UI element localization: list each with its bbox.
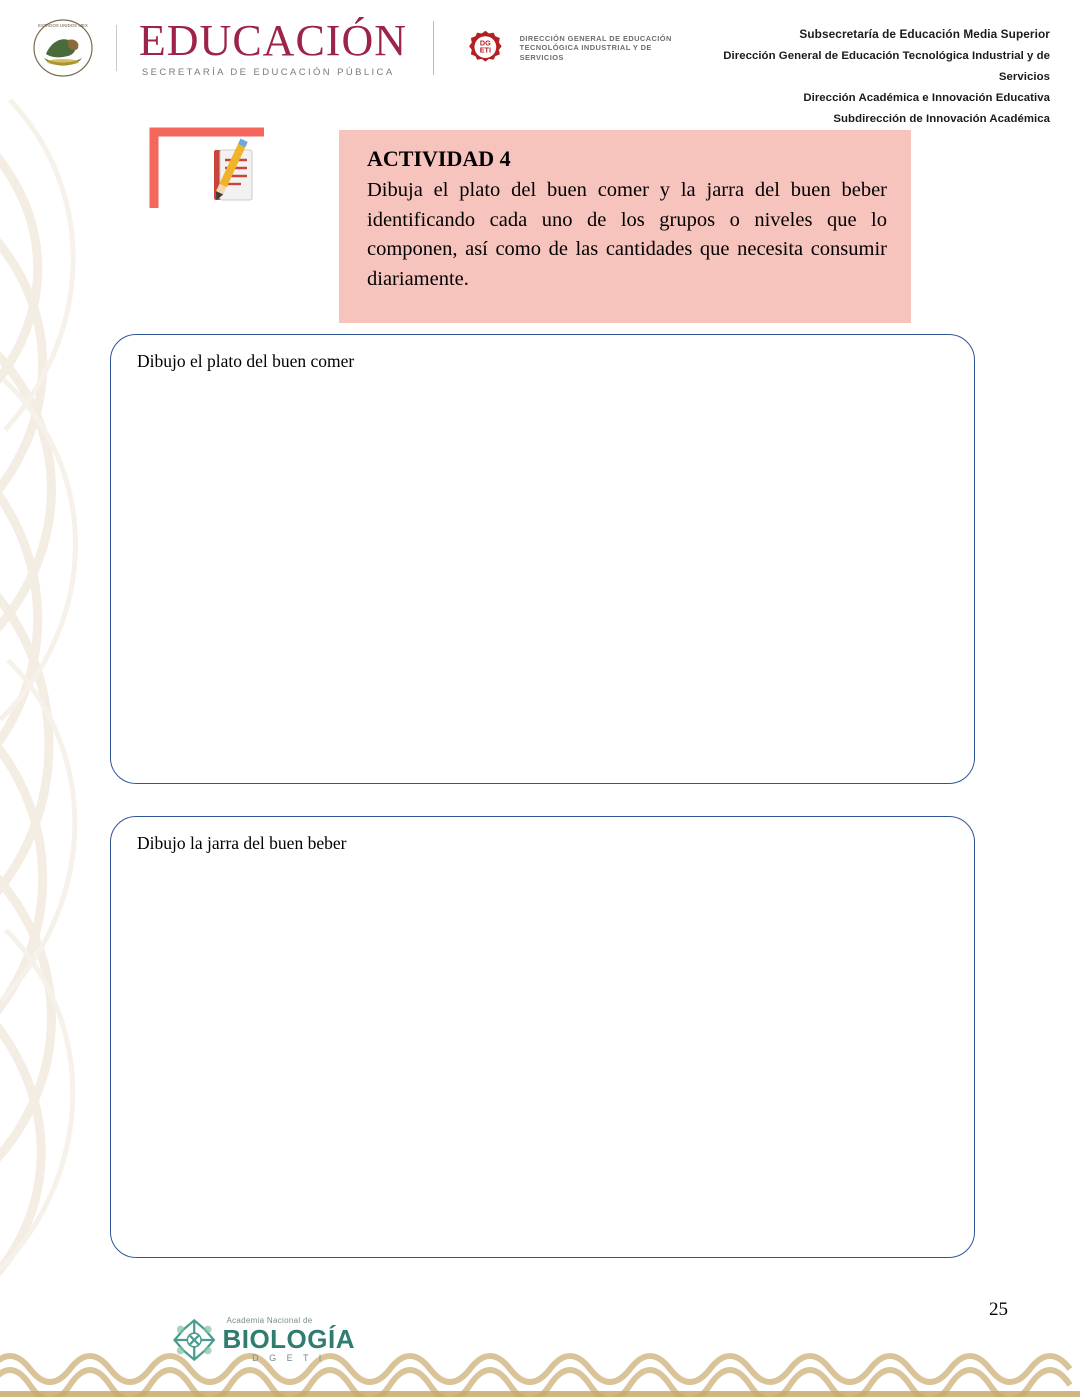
biologia-dgeti-logo <box>170 1305 355 1375</box>
header-line-2: Dirección General de Educación Tecnológica Industrial y de Servicios <box>723 49 1050 83</box>
header-line-1: Subsecretaría de Educación Media Superior <box>799 27 1050 41</box>
activity-instruction-box <box>339 130 911 323</box>
dgeti-line-1: DIRECCIÓN GENERAL DE EDUCACIÓN <box>519 34 672 44</box>
logo-divider-2 <box>433 21 434 75</box>
biologia-title: BIOLOGÍA <box>222 1324 355 1354</box>
svg-text:ESTADOS UNIDOS MEX: ESTADOS UNIDOS MEX <box>38 23 88 28</box>
answer-box-1-label: Dibujo el plato del buen comer <box>137 351 355 371</box>
footer-decoration <box>0 1331 1080 1397</box>
left-margin-decoration <box>0 0 120 1397</box>
svg-text:ETI: ETI <box>479 45 491 55</box>
activity-instructions: Dibuja el plato del buen comer y la jarra del buen beber identificando cada uno de los grupos o niveles que lo componen, así como de las cantidades que necesita consumir diariamente. <box>367 179 887 291</box>
educacion-wordmark <box>138 15 408 78</box>
biologia-wordmark <box>222 1317 355 1363</box>
answer-box-2-label: Dibujo la jarra del buen beber <box>137 833 347 853</box>
mexican-coat-of-arms-icon <box>32 18 94 78</box>
dgeti-gear-icon <box>460 25 511 71</box>
biologia-flower-icon <box>170 1308 218 1372</box>
dgeti-line-2: TECNOLÓGICA INDUSTRIAL Y DE SERVICIOS <box>519 43 652 62</box>
activity-icon <box>146 122 296 232</box>
header-line-4: Subdirección de Innovación Académica <box>833 113 1050 126</box>
svg-text:DG: DG <box>479 38 491 48</box>
biologia-academia-label: Academia Nacional de <box>226 1316 313 1325</box>
answer-box-jarra-del-buen-beber[interactable] <box>110 816 975 1258</box>
header-line-3: Dirección Académica e Innovación Educativa <box>803 92 1050 104</box>
dgeti-wordmark <box>520 34 682 62</box>
educacion-title: EDUCACIÓN <box>138 15 408 65</box>
educacion-subtitle: SECRETARÍA DE EDUCACIÓN PÚBLICA <box>141 66 395 78</box>
header-logos <box>22 15 682 78</box>
activity-title: ACTIVIDAD 4 <box>367 146 511 171</box>
dgeti-logo-block <box>460 25 682 71</box>
answer-box-plato-del-buen-comer[interactable] <box>110 334 975 784</box>
header-institution-lines <box>682 18 1058 130</box>
logo-divider-1 <box>116 25 117 71</box>
page-number: 25 <box>989 1299 1008 1320</box>
document-header <box>0 0 1080 126</box>
biologia-subtitle: D G E T I <box>252 1353 326 1363</box>
